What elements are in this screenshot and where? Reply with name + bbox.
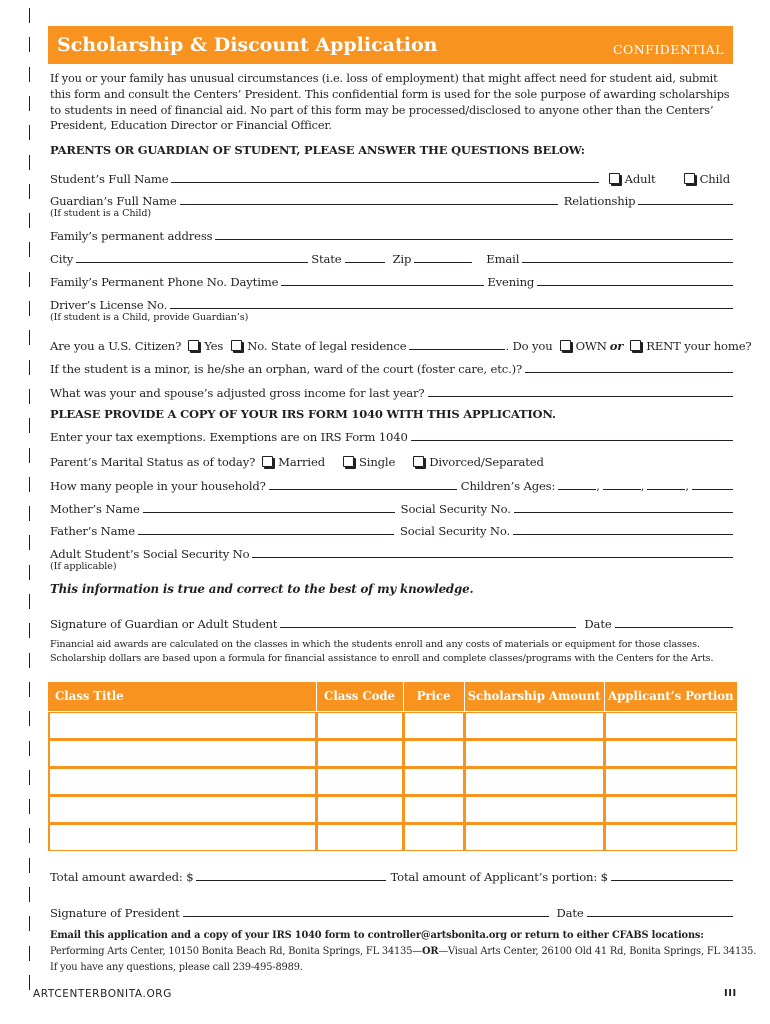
relationship-label: Relationship xyxy=(563,194,636,208)
margin-tick xyxy=(29,184,30,199)
income-field[interactable] xyxy=(428,396,733,397)
phone-daytime-field[interactable] xyxy=(281,285,484,286)
president-date-field[interactable] xyxy=(587,916,733,917)
own-checkbox[interactable] xyxy=(560,340,571,351)
table-cell[interactable] xyxy=(48,795,316,823)
tax-exemptions-row xyxy=(50,428,733,444)
household-label: How many people in your household? xyxy=(50,479,266,493)
president-signature-field[interactable] xyxy=(183,916,549,917)
table-cell[interactable] xyxy=(464,767,604,795)
form-title: Scholarship & Discount Application xyxy=(57,34,438,56)
margin-tick xyxy=(29,67,30,82)
mother-name-label: Mother’s Name xyxy=(50,502,140,516)
margin-tick xyxy=(29,887,30,902)
household-row xyxy=(50,477,733,493)
license-note: (If student is a Child, provide Guardian’s) xyxy=(50,312,249,323)
margin-tick xyxy=(29,623,30,638)
child-age-field[interactable] xyxy=(647,489,685,490)
margin-tick xyxy=(29,682,30,697)
section-heading-parents: PARENTS OR GUARDIAN OF STUDENT, PLEASE ANSWER THE QUESTIONS BELOW: xyxy=(50,143,585,157)
table-cell[interactable] xyxy=(316,711,403,739)
table-cell[interactable] xyxy=(464,823,604,851)
table-row xyxy=(48,767,737,795)
marital-status-label: Parent’s Marital Status as of today? xyxy=(50,455,256,469)
do-you-label: . Do you xyxy=(505,339,553,353)
margin-tick xyxy=(29,916,30,931)
intro-paragraph: If you or your family has unusual circumstances (i.e. loss of employment) that might affect need for student aid, submit this form and consult the Centers’ President. This confidential form is used for the sole purpose of awarding scholarships to students in need of financial aid. No part of this form may be processed/disclosed to anyone other than the Centers’ President, Education Director or Financial Officer. xyxy=(50,72,730,133)
table-cell[interactable] xyxy=(403,711,464,739)
adult-ssn-label: Adult Student’s Social Security No xyxy=(50,547,250,561)
table-row xyxy=(48,739,737,767)
address-field[interactable] xyxy=(215,239,733,240)
if-applicable-note: (If applicable) xyxy=(50,561,117,572)
margin-tick xyxy=(29,96,30,111)
table-cell[interactable] xyxy=(464,739,604,767)
child-age-field[interactable] xyxy=(603,489,641,490)
rent-label: RENT your home? xyxy=(646,339,752,353)
certification-statement: This information is true and correct to the best of my knowledge. xyxy=(50,582,474,596)
father-ssn-field[interactable] xyxy=(513,534,733,535)
margin-tick xyxy=(29,770,30,785)
minor-question-field[interactable] xyxy=(525,372,733,373)
locations-line xyxy=(50,946,756,957)
margin-tick-marks xyxy=(29,8,33,998)
adult-ssn-row xyxy=(50,545,733,561)
financial-aid-note-line-2: Scholarship dollars are based upon a formula for financial assistance to enroll and complete classes/programs with the Centers for the Arts. xyxy=(50,653,714,664)
table-cell[interactable] xyxy=(316,823,403,851)
president-signature-row xyxy=(50,904,733,920)
guardian-signature-label: Signature of Guardian or Adult Student xyxy=(50,617,278,631)
margin-tick xyxy=(29,360,30,375)
divorced-label: Divorced/Separated xyxy=(429,455,544,469)
margin-tick xyxy=(29,799,30,814)
margin-tick xyxy=(29,741,30,756)
student-name-field[interactable] xyxy=(171,182,598,183)
table-cell[interactable] xyxy=(403,739,464,767)
address-label: Family’s permanent address xyxy=(50,229,213,243)
rent-checkbox[interactable] xyxy=(630,340,641,351)
mother-name-field[interactable] xyxy=(143,512,395,513)
child-age-field[interactable] xyxy=(692,489,733,490)
margin-tick xyxy=(29,125,30,140)
phone-daytime-label: Family’s Permanent Phone No. Daytime xyxy=(50,275,279,289)
table-cell[interactable] xyxy=(464,795,604,823)
marital-status-row xyxy=(50,453,733,469)
table-cell[interactable] xyxy=(604,823,737,851)
margin-tick xyxy=(29,653,30,668)
father-row xyxy=(50,522,733,538)
email-field[interactable] xyxy=(522,262,733,263)
table-cell[interactable] xyxy=(464,711,604,739)
adult-ssn-field[interactable] xyxy=(252,557,733,558)
or-label: or xyxy=(609,339,624,353)
guardian-row xyxy=(50,192,733,208)
president-date-label: Date xyxy=(556,906,584,920)
margin-tick xyxy=(29,155,30,170)
financial-aid-note-line-1: Financial aid awards are calculated on the classes in which the students enroll and any costs of materials or equipment for those classes. xyxy=(50,639,700,650)
child-label: Child xyxy=(699,172,730,186)
table-row xyxy=(48,795,737,823)
citizen-yes-checkbox[interactable] xyxy=(188,340,199,351)
email-label: Email xyxy=(486,252,520,266)
age-separator: , xyxy=(596,479,600,493)
table-cell[interactable] xyxy=(604,767,737,795)
column-header-scholarship-amount: Scholarship Amount xyxy=(464,682,604,711)
guardian-date-field[interactable] xyxy=(615,627,733,628)
state-label: State xyxy=(311,252,342,266)
locations-or: OR xyxy=(421,946,439,957)
adult-label: Adult xyxy=(624,172,656,186)
questions-line: If you have any questions, please call 239-495-8989. xyxy=(50,962,303,973)
zip-field[interactable] xyxy=(414,262,472,263)
license-row xyxy=(50,296,733,312)
married-checkbox[interactable] xyxy=(262,456,273,467)
age-separator: , xyxy=(685,479,689,493)
margin-tick xyxy=(29,477,30,492)
age-separator: , xyxy=(640,479,645,493)
table-cell[interactable] xyxy=(48,823,316,851)
margin-tick xyxy=(29,975,30,990)
margin-tick xyxy=(29,535,30,550)
guardian-signature-field[interactable] xyxy=(280,627,576,628)
column-header-class-title: Class Title xyxy=(48,682,316,711)
table-cell[interactable] xyxy=(604,739,737,767)
city-field[interactable] xyxy=(76,262,308,263)
household-field[interactable] xyxy=(269,489,457,490)
single-label: Single xyxy=(358,455,396,469)
margin-tick xyxy=(29,946,30,961)
table-cell[interactable] xyxy=(316,739,403,767)
form-header-banner xyxy=(48,26,733,64)
margin-tick xyxy=(29,242,30,257)
child-age-field[interactable] xyxy=(558,489,596,490)
margin-tick xyxy=(29,272,30,287)
table-cell[interactable] xyxy=(403,767,464,795)
evening-field[interactable] xyxy=(537,285,733,286)
guardian-name-label: Guardian’s Full Name xyxy=(50,194,177,208)
table-cell[interactable] xyxy=(403,823,464,851)
margin-tick xyxy=(29,711,30,726)
guardian-note: (If student is a Child) xyxy=(50,208,152,219)
table-cell[interactable] xyxy=(48,739,316,767)
financial-aid-note xyxy=(50,638,740,666)
child-checkbox[interactable] xyxy=(684,173,695,184)
margin-tick xyxy=(29,213,30,228)
table-row xyxy=(48,711,737,739)
table-cell[interactable] xyxy=(48,711,316,739)
license-field[interactable] xyxy=(170,308,733,309)
minor-row xyxy=(50,360,733,376)
margin-tick xyxy=(29,301,30,316)
citizen-yes-label: Yes xyxy=(204,339,224,353)
margin-tick xyxy=(29,418,30,433)
column-header-class-code: Class Code xyxy=(316,682,403,711)
table-cell[interactable] xyxy=(316,795,403,823)
column-header-price: Price xyxy=(403,682,464,711)
section-heading-irs: PLEASE PROVIDE A COPY OF YOUR IRS FORM 1040 WITH THIS APPLICATION. xyxy=(50,407,556,421)
margin-tick xyxy=(29,8,30,23)
father-name-label: Father’s Name xyxy=(50,524,135,538)
margin-tick xyxy=(29,828,30,843)
own-label: OWN xyxy=(575,339,607,353)
student-name-row xyxy=(50,170,733,186)
column-header-applicant-portion: Applicant’s Portion xyxy=(604,682,737,711)
married-label: Married xyxy=(278,455,325,469)
citizen-no-label: No. State of legal residence xyxy=(247,339,407,353)
locations-part-2: —Visual Arts Center, 26100 Old 41 Rd, Bonita Springs, FL 34135. xyxy=(438,946,757,957)
children-ages-label: Children’s Ages: xyxy=(460,479,556,493)
mother-ssn-field[interactable] xyxy=(514,512,733,513)
guardian-date-label: Date xyxy=(584,617,612,631)
guardian-signature-row xyxy=(50,615,733,631)
margin-tick xyxy=(29,330,30,345)
table-cell[interactable] xyxy=(604,795,737,823)
income-question-label: What was your and spouse’s adjusted gross income for last year? xyxy=(50,386,425,400)
margin-tick xyxy=(29,594,30,609)
tax-exemptions-field[interactable] xyxy=(411,440,733,441)
margin-tick xyxy=(29,37,30,52)
zip-label: Zip xyxy=(392,252,412,266)
city-state-row xyxy=(50,250,733,266)
citizen-row xyxy=(50,337,752,353)
table-cell[interactable] xyxy=(604,711,737,739)
totals-row xyxy=(50,868,733,884)
footer-website: ARTCENTERBONITA.ORG xyxy=(33,988,172,1000)
margin-tick xyxy=(29,858,30,873)
table-row xyxy=(48,823,737,851)
table-header-row xyxy=(48,682,737,711)
guardian-name-field[interactable] xyxy=(180,204,558,205)
president-signature-label: Signature of President xyxy=(50,906,180,920)
income-row xyxy=(50,384,733,400)
divorced-checkbox[interactable] xyxy=(413,456,424,467)
relationship-field[interactable] xyxy=(638,204,733,205)
state-field[interactable] xyxy=(345,262,385,263)
mother-row xyxy=(50,500,733,516)
classes-table xyxy=(48,682,737,851)
tax-exemptions-label: Enter your tax exemptions. Exemptions are on IRS Form 1040 xyxy=(50,430,408,444)
father-ssn-label: Social Security No. xyxy=(399,524,511,538)
legal-residence-field[interactable] xyxy=(409,349,505,350)
license-label: Driver’s License No. xyxy=(50,298,168,312)
citizen-label: Are you a U.S. Citizen? xyxy=(50,339,182,353)
margin-tick xyxy=(29,389,30,404)
city-label: City xyxy=(50,252,74,266)
margin-tick xyxy=(29,565,30,580)
single-checkbox[interactable] xyxy=(343,456,354,467)
mother-ssn-label: Social Security No. xyxy=(400,502,511,516)
table-cell[interactable] xyxy=(403,795,464,823)
email-instruction: Email this application and a copy of your IRS 1040 form to controller@artsbonita.org or return to either CFABS locations: xyxy=(50,930,704,941)
citizen-no-checkbox[interactable] xyxy=(231,340,242,351)
father-name-field[interactable] xyxy=(138,534,394,535)
student-name-label: Student’s Full Name xyxy=(50,172,169,186)
margin-tick xyxy=(29,448,30,463)
adult-checkbox[interactable] xyxy=(609,173,620,184)
locations-part-1: Performing Arts Center, 10150 Bonita Beach Rd, Bonita Springs, FL 34135— xyxy=(50,946,422,957)
total-applicant-field[interactable] xyxy=(611,880,733,881)
footer-page-number: III xyxy=(724,988,737,999)
table-cell[interactable] xyxy=(316,767,403,795)
minor-question-label: If the student is a minor, is he/she an orphan, ward of the court (foster care, etc.)? xyxy=(50,362,523,376)
total-awarded-label: Total amount awarded: $ xyxy=(50,870,194,884)
total-applicant-label: Total amount of Applicant’s portion: $ xyxy=(390,870,608,884)
margin-tick xyxy=(29,506,30,521)
confidential-label: CONFIDENTIAL xyxy=(612,41,724,57)
address-row xyxy=(50,227,733,243)
evening-label: Evening xyxy=(487,275,535,289)
phone-row xyxy=(50,273,733,289)
table-cell[interactable] xyxy=(48,767,316,795)
total-awarded-field[interactable] xyxy=(196,880,386,881)
